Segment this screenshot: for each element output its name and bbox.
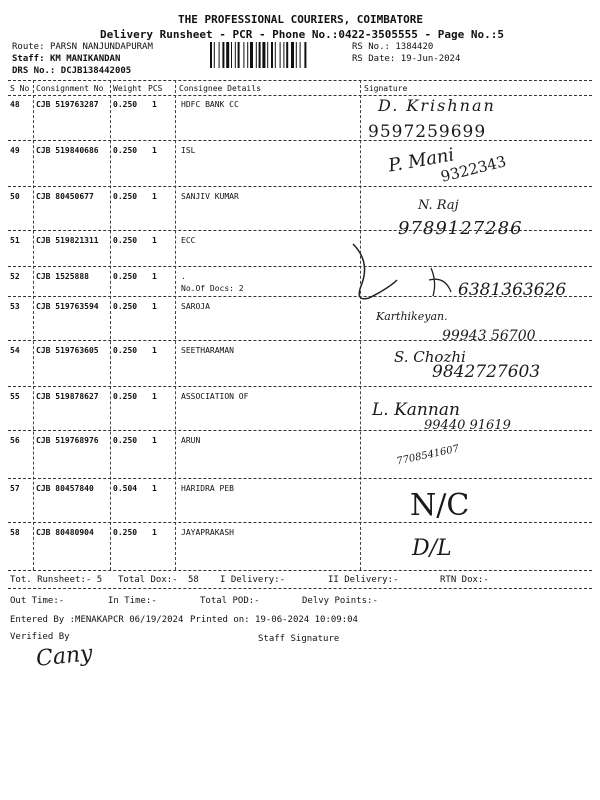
barcode-bar xyxy=(271,42,273,68)
row-weight: 0.250 xyxy=(113,392,138,401)
row-pcs: 1 xyxy=(152,528,157,537)
barcode-bar xyxy=(296,42,297,68)
row-consignee: ISL xyxy=(181,146,196,155)
row-separator xyxy=(8,186,592,187)
signature-48-name: D. Krishnan xyxy=(378,96,496,115)
signature-48-phone: 9597259699 xyxy=(368,122,487,142)
in-time: In Time:- xyxy=(108,596,157,606)
signature-58-mark: D/L xyxy=(412,536,452,561)
route-line xyxy=(12,42,153,52)
rs-date-label: RS Date: xyxy=(352,54,396,64)
barcode xyxy=(210,42,338,68)
barcode-bar xyxy=(243,42,244,68)
rs-date-value: 19-Jun-2024 xyxy=(400,54,461,64)
out-time: Out Time:- xyxy=(10,596,65,606)
row-consignee: HDFC BANK CC xyxy=(181,100,239,109)
route-value: PARSN NANJUNDAPURAM xyxy=(49,42,153,52)
row-weight: 0.250 xyxy=(113,346,138,355)
row-pcs: 1 xyxy=(152,436,157,445)
row-consignee: SAROJA xyxy=(181,302,210,311)
table-top-rule xyxy=(8,80,592,81)
row-consignment-no: CJB 519840686 xyxy=(36,146,99,155)
barcode-bar xyxy=(235,42,236,68)
row-consignee: SANJIV KUMAR xyxy=(181,192,239,201)
runsheet-subtitle: Delivery Runsheet - PCR - Phone No.:0422-3505555 - Page No.:5 xyxy=(100,28,504,41)
row-sno: 55 xyxy=(10,392,20,401)
row-pcs: 1 xyxy=(152,302,157,311)
totals-bottom-rule xyxy=(8,588,592,589)
barcode-bar xyxy=(256,42,257,68)
entered-by: Entered By :MENAKAPCR 06/19/2024 xyxy=(10,615,184,625)
col-header-consignee: Consignee Details xyxy=(179,84,261,93)
row-consignee: JAYAPRAKASH xyxy=(181,528,234,537)
signature-49-phone: 9322343 xyxy=(438,152,508,186)
row-consignee: ASSOCIATION OF xyxy=(181,392,249,401)
staff-signature-label: Staff Signature xyxy=(258,634,340,644)
total-dox-label: Total Dox:- xyxy=(118,575,178,585)
signature-55-name: L. Kannan xyxy=(372,400,460,420)
col-header-signature: Signature xyxy=(364,84,408,93)
company-title: THE PROFESSIONAL COURIERS, COIMBATORE xyxy=(178,13,424,26)
row-sno: 50 xyxy=(10,192,20,201)
row-separator xyxy=(8,522,592,523)
signature-52-phone: 6381363626 xyxy=(458,280,567,300)
col-header-consignment: Consignment No xyxy=(36,84,104,93)
rtn-dox: RTN Dox:- xyxy=(440,575,489,585)
i-delivery: I Delivery:- xyxy=(220,575,286,585)
row-consignment-no: CJB 1525888 xyxy=(36,272,89,281)
rs-date-line xyxy=(352,54,460,64)
total-dox-value: 58 xyxy=(188,575,199,585)
row-consignee: . xyxy=(181,272,186,281)
col-sep-4 xyxy=(360,80,361,570)
signature-54-phone: 9842727603 xyxy=(432,362,541,382)
signature-54-name: S. Chozhi xyxy=(394,348,466,366)
barcode-bar xyxy=(210,42,212,68)
delvy-points: Delvy Points:- xyxy=(302,596,378,606)
row-sno: 48 xyxy=(10,100,20,109)
rs-no-value: 1384420 xyxy=(395,42,434,52)
barcode-bar xyxy=(267,42,268,68)
col-sep-1 xyxy=(33,80,34,570)
row-consignee: ECC xyxy=(181,236,196,245)
verified-signature: Cany xyxy=(34,641,94,672)
header-bottom-rule xyxy=(8,95,592,96)
row-weight: 0.504 xyxy=(113,484,138,493)
row-separator xyxy=(8,266,592,267)
barcode-bar xyxy=(304,42,306,68)
row-weight: 0.250 xyxy=(113,192,138,201)
signature-50-name: N. Raj xyxy=(418,198,459,213)
row-weight: 0.250 xyxy=(113,100,138,109)
rs-no-line xyxy=(352,42,433,52)
row-sno: 56 xyxy=(10,436,20,445)
barcode-bar xyxy=(219,42,220,68)
row-consignment-no: CJB 519763287 xyxy=(36,100,99,109)
col-header-weight: Weight xyxy=(113,84,142,93)
barcode-bar xyxy=(231,42,232,68)
row-weight: 0.250 xyxy=(113,236,138,245)
printed-on: Printed on: 19-06-2024 10:09:04 xyxy=(190,615,358,625)
row-sno: 52 xyxy=(10,272,20,281)
row-consignment-no: CJB 519821311 xyxy=(36,236,99,245)
row-separator xyxy=(8,140,592,141)
barcode-bar xyxy=(214,42,215,68)
row-sno: 57 xyxy=(10,484,20,493)
row-pcs: 1 xyxy=(152,192,157,201)
row-consignment-no: CJB 519763594 xyxy=(36,302,99,311)
row-consignment-no: CJB 80457840 xyxy=(36,484,94,493)
col-header-sno: S No xyxy=(10,84,30,93)
barcode-bar xyxy=(226,42,229,68)
row-pcs: 1 xyxy=(152,346,157,355)
col-header-pcs: PCS xyxy=(148,84,163,93)
barcode-bar xyxy=(222,42,224,68)
barcode-bar xyxy=(275,42,276,68)
total-runsheet: Tot. Runsheet:- 5 xyxy=(10,575,103,585)
barcode-bar xyxy=(259,42,261,68)
col-sep-3 xyxy=(175,80,176,570)
row-consignee: HARIDRA PEB xyxy=(181,484,234,493)
drs-label: DRS No.: xyxy=(12,66,56,76)
row-consignment-no: CJB 519878627 xyxy=(36,392,99,401)
row-consignment-no: CJB 519768976 xyxy=(36,436,99,445)
row-consignee: ARUN xyxy=(181,436,201,445)
signature-51-scribble xyxy=(345,238,465,318)
row-weight: 0.250 xyxy=(113,528,138,537)
row-consignment-no: CJB 80480904 xyxy=(36,528,94,537)
total-pod: Total POD:- xyxy=(200,596,260,606)
drs-line xyxy=(12,66,131,76)
row-separator xyxy=(8,478,592,479)
barcode-bar xyxy=(286,42,288,68)
signature-57-mark: N/C xyxy=(410,488,470,523)
signature-53-name: Karthikeyan. xyxy=(376,310,448,323)
totals-top-rule xyxy=(8,570,592,571)
barcode-bar xyxy=(280,42,281,68)
rs-no-label: RS No.: xyxy=(352,42,390,52)
row-sno: 53 xyxy=(10,302,20,311)
signature-50-phone: 9789127286 xyxy=(398,218,523,239)
signature-56-phone: 7708541607 xyxy=(395,443,461,468)
row-sno: 54 xyxy=(10,346,20,355)
barcode-bar xyxy=(291,42,294,68)
drs-value: DCJB138442005 xyxy=(60,66,132,76)
signature-49-name: P. Mani xyxy=(386,144,456,177)
row-separator xyxy=(8,386,592,387)
barcode-bar xyxy=(300,42,301,68)
row-weight: 0.250 xyxy=(113,272,138,281)
row-pcs: 1 xyxy=(152,146,157,155)
route-label: Route: xyxy=(12,42,45,52)
staff-label: Staff: xyxy=(12,54,45,64)
ii-delivery: II Delivery:- xyxy=(328,575,399,585)
row-consignment-no: CJB 80450677 xyxy=(36,192,94,201)
row-weight: 0.250 xyxy=(113,436,138,445)
signature-55-phone: 99440 91619 xyxy=(424,418,511,433)
row-sno: 58 xyxy=(10,528,20,537)
row-pcs: 1 xyxy=(152,100,157,109)
row-pcs: 1 xyxy=(152,236,157,245)
row-sno: 49 xyxy=(10,146,20,155)
row-sno: 51 xyxy=(10,236,20,245)
staff-value: KM MANIKANDAN xyxy=(49,54,121,64)
col-sep-2 xyxy=(110,80,111,570)
signature-53-phone: 99943 56700 xyxy=(442,328,536,344)
row-consignee: SEETHARAMAN xyxy=(181,346,234,355)
barcode-bar xyxy=(238,42,240,68)
barcode-bar xyxy=(283,42,284,68)
barcode-bar xyxy=(262,42,265,68)
row-weight: 0.250 xyxy=(113,146,138,155)
row-pcs: 1 xyxy=(152,272,157,281)
staff-line xyxy=(12,54,120,64)
verified-by-label: Verified By xyxy=(10,632,70,642)
row-docs-count: No.Of Docs: 2 xyxy=(181,284,244,293)
row-pcs: 1 xyxy=(152,392,157,401)
barcode-bar xyxy=(250,42,253,68)
barcode-bar xyxy=(247,42,248,68)
row-pcs: 1 xyxy=(152,484,157,493)
row-weight: 0.250 xyxy=(113,302,138,311)
row-consignment-no: CJB 519763605 xyxy=(36,346,99,355)
